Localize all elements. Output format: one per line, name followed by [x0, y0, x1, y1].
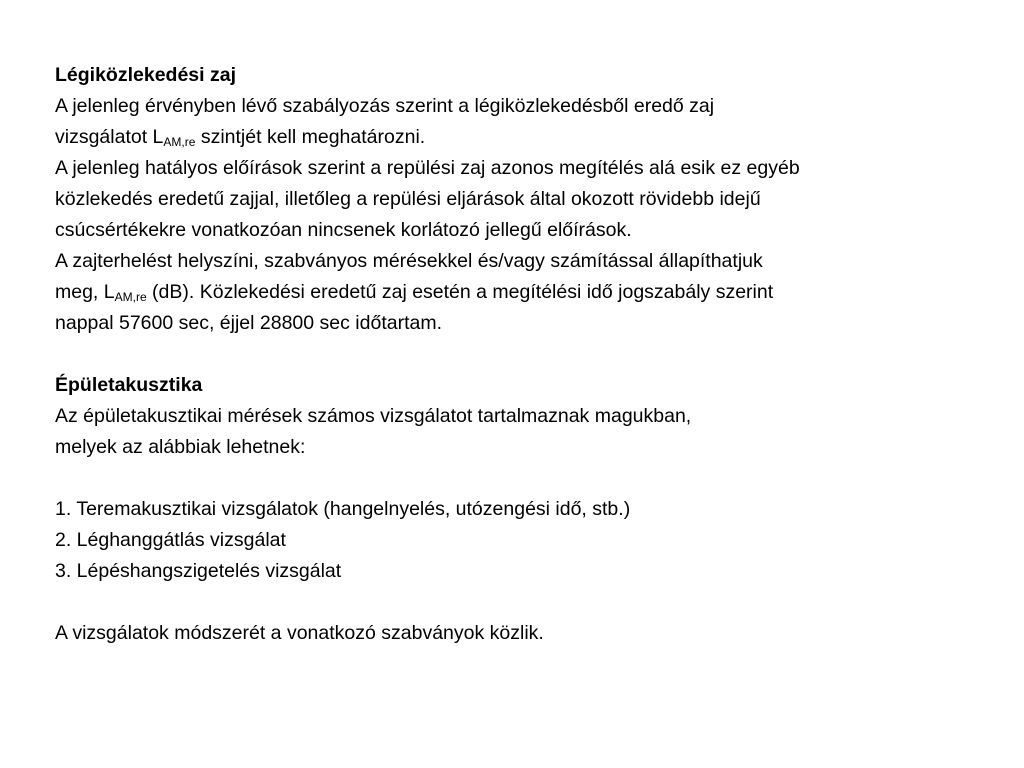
paragraph-line: Az épületakusztikai mérések számos vizsgálatot tartalmaznak magukban, [55, 405, 692, 427]
list-item: 3. Lépéshangszigetelés vizsgálat [55, 560, 342, 582]
paragraph-line [55, 277, 995, 308]
spacer [55, 587, 995, 618]
closing-line: A vizsgálatok módszerét a vonatkozó szabványok közlik. [55, 622, 544, 644]
paragraph-line: A jelenleg hatályos előírások szerint a repülési zaj azonos megítélés alá esik ez egyéb [55, 157, 800, 179]
paragraph-line: A jelenleg érvényben lévő szabályozás szerint a légiközlekedésből eredő zaj [55, 95, 715, 117]
paragraph-line [55, 122, 995, 153]
spacer [55, 339, 995, 370]
slide-content [55, 60, 995, 649]
paragraph-line: csúcsértékekre vonatkozóan nincsenek korlátozó jellegű előírások. [55, 219, 632, 241]
paragraph-line: közlekedés eredetű zajjal, illetőleg a repülési eljárások által okozott rövidebb idejű [55, 188, 761, 210]
section-title-airborne-noise: Légiközlekedési zaj [55, 64, 236, 86]
subscript-text: AM,re [114, 290, 147, 304]
paragraph-line: nappal 57600 sec, éjjel 28800 sec időtartam. [55, 312, 443, 334]
text-fragment: vizsgálatot L [55, 126, 164, 148]
text-fragment: meg, L [55, 281, 115, 303]
section-title-building-acoustics: Épületakusztika [55, 374, 203, 396]
list-item: 1. Teremakusztikai vizsgálatok (hangelnyelés, utózengési idő, stb.) [55, 498, 631, 520]
text-fragment: szintjét kell meghatározni. [195, 126, 426, 148]
paragraph-line: melyek az alábbiak lehetnek: [55, 436, 306, 458]
text-fragment: (dB). Közlekedési eredetű zaj esetén a megítélési idő jogszabály szerint [146, 281, 774, 303]
paragraph-line: A zajterhelést helyszíni, szabványos mérésekkel és/vagy számítással állapíthatjuk [55, 250, 763, 272]
subscript-text: AM,re [163, 135, 196, 149]
spacer [55, 463, 995, 494]
list-item: 2. Léghanggátlás vizsgálat [55, 529, 286, 551]
